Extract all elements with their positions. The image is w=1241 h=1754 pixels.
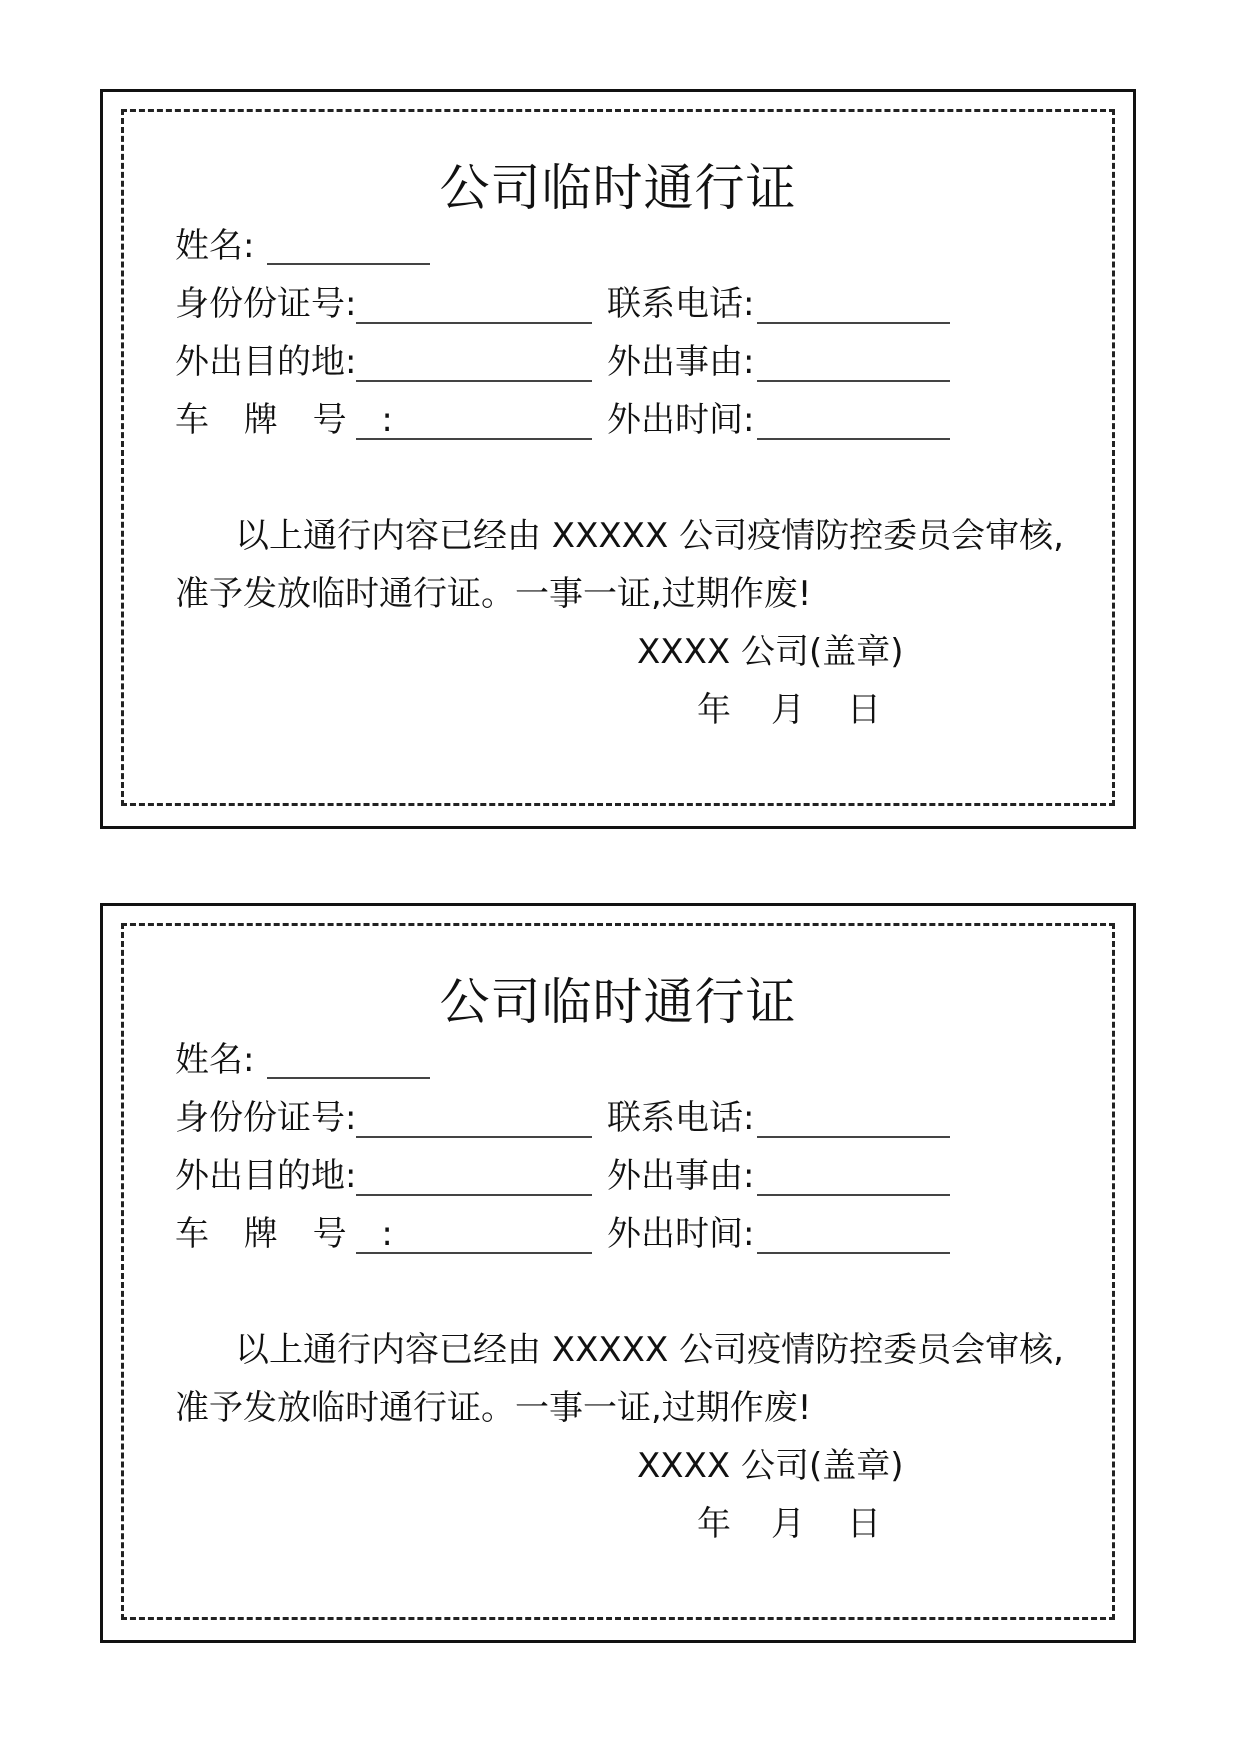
phone-field[interactable] <box>757 1136 950 1138</box>
name-field[interactable] <box>267 263 430 265</box>
id-number-field[interactable] <box>356 1136 592 1138</box>
reason-field[interactable] <box>757 380 950 382</box>
pass-title: 公司临时通行证 <box>439 159 797 217</box>
date-day: 日 <box>847 1504 881 1544</box>
notice-line-2: 准予发放临时通行证。一事一证,过期作废! <box>175 1388 812 1428</box>
plate-label: 车 牌 号 : <box>175 1214 405 1254</box>
destination-label: 外出目的地: <box>175 342 357 382</box>
phone-field[interactable] <box>757 322 950 324</box>
id-number-label: 身份份证号: <box>175 1098 357 1138</box>
time-field[interactable] <box>757 1252 950 1254</box>
reason-label: 外出事由: <box>607 1156 755 1196</box>
date-month: 月 <box>771 1504 805 1544</box>
dashed-border <box>121 923 1115 1620</box>
reason-field[interactable] <box>757 1194 950 1196</box>
destination-field[interactable] <box>356 380 592 382</box>
date-year: 年 <box>697 690 731 730</box>
id-number-field[interactable] <box>356 322 592 324</box>
issuer-stamp-line: XXXX 公司(盖章) <box>637 1446 904 1486</box>
destination-field[interactable] <box>356 1194 592 1196</box>
pass-card <box>100 903 1136 1643</box>
date-day: 日 <box>847 690 881 730</box>
notice-line-2: 准予发放临时通行证。一事一证,过期作废! <box>175 574 812 614</box>
pass-title: 公司临时通行证 <box>439 973 797 1031</box>
destination-label: 外出目的地: <box>175 1156 357 1196</box>
name-field[interactable] <box>267 1077 430 1079</box>
plate-field[interactable] <box>356 438 592 440</box>
pass-card <box>100 89 1136 829</box>
notice-line-1: 以上通行内容已经由 XXXXX 公司疫情防控委员会审核, <box>235 516 1064 556</box>
dashed-border <box>121 109 1115 806</box>
name-label: 姓名: <box>175 1040 255 1080</box>
phone-label: 联系电话: <box>607 284 755 324</box>
plate-field[interactable] <box>356 1252 592 1254</box>
reason-label: 外出事由: <box>607 342 755 382</box>
time-label: 外出时间: <box>607 400 755 440</box>
id-number-label: 身份份证号: <box>175 284 357 324</box>
plate-label: 车 牌 号 : <box>175 400 405 440</box>
notice-line-1: 以上通行内容已经由 XXXXX 公司疫情防控委员会审核, <box>235 1330 1064 1370</box>
name-label: 姓名: <box>175 226 255 266</box>
date-year: 年 <box>697 1504 731 1544</box>
time-field[interactable] <box>757 438 950 440</box>
issuer-stamp-line: XXXX 公司(盖章) <box>637 632 904 672</box>
date-month: 月 <box>771 690 805 730</box>
phone-label: 联系电话: <box>607 1098 755 1138</box>
time-label: 外出时间: <box>607 1214 755 1254</box>
